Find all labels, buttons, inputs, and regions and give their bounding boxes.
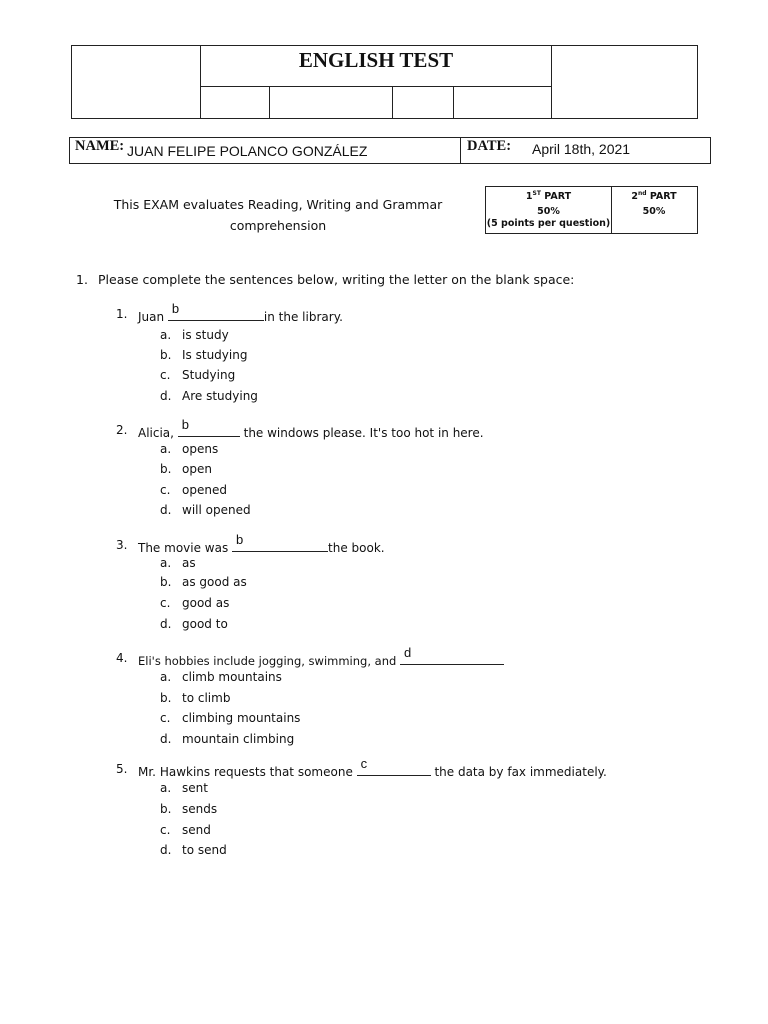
question-number: 3. bbox=[116, 538, 128, 552]
answer-blank[interactable] bbox=[168, 301, 264, 321]
part2-word: PART bbox=[646, 191, 677, 203]
option-letter: c. bbox=[160, 823, 171, 837]
question-text-before: Juan bbox=[138, 310, 168, 324]
option-letter: a. bbox=[160, 328, 172, 342]
name-label: NAME: bbox=[75, 138, 125, 154]
option-text: send bbox=[182, 823, 211, 837]
evaluation-box bbox=[485, 186, 698, 234]
date-value[interactable]: April 18th, 2021 bbox=[532, 141, 631, 157]
header-divider bbox=[453, 86, 454, 118]
option-letter: d. bbox=[160, 843, 172, 857]
answer-blank[interactable] bbox=[232, 532, 328, 552]
option-text: sends bbox=[182, 802, 218, 816]
answer-value: c bbox=[360, 756, 368, 771]
option-letter: b. bbox=[160, 802, 172, 816]
answer-value: b bbox=[171, 301, 180, 316]
question-text-after: the book. bbox=[328, 541, 385, 555]
answer-value: d bbox=[403, 645, 412, 660]
option-letter: b. bbox=[160, 575, 172, 589]
option-letter: d. bbox=[160, 503, 172, 517]
option-letter: c. bbox=[160, 368, 171, 382]
option-letter: b. bbox=[160, 348, 172, 362]
intro-line: comprehension bbox=[229, 218, 327, 233]
option-text: climb mountains bbox=[182, 670, 282, 684]
part2-percent: 50% bbox=[642, 206, 666, 218]
part1-heading bbox=[486, 188, 611, 203]
page-title: ENGLISH TEST bbox=[298, 48, 454, 72]
option-letter: a. bbox=[160, 781, 172, 795]
option-text: Studying bbox=[182, 368, 236, 382]
header-divider bbox=[269, 86, 270, 118]
option-letter: b. bbox=[160, 691, 172, 705]
section-number: 1. bbox=[76, 272, 88, 287]
option-text: sent bbox=[182, 781, 208, 795]
option-text: good as bbox=[182, 596, 230, 610]
intro-text bbox=[100, 194, 456, 236]
part2-heading bbox=[611, 188, 697, 203]
intro-line: This EXAM evaluates Reading, Writing and Grammar bbox=[113, 197, 443, 212]
option-text: mountain climbing bbox=[182, 732, 295, 746]
option-letter: d. bbox=[160, 732, 172, 746]
question-number: 1. bbox=[116, 307, 128, 321]
part1-percent: 50% bbox=[537, 206, 560, 218]
option-text: open bbox=[182, 462, 212, 476]
question-text-before: Eli's hobbies include jogging, swimming, and bbox=[138, 654, 400, 668]
question-number: 4. bbox=[116, 651, 128, 665]
option-text: to send bbox=[182, 843, 227, 857]
question-text-before: Alicia, bbox=[138, 426, 178, 440]
part2-number: 2 bbox=[631, 191, 638, 203]
question-text-after: the windows please. It's too hot in here. bbox=[239, 426, 484, 440]
question-text-after: the data by fax immediately. bbox=[430, 765, 607, 779]
option-letter: c. bbox=[160, 483, 171, 497]
part1-ordinal: ST bbox=[532, 190, 541, 197]
option-letter: a. bbox=[160, 442, 172, 456]
answer-blank[interactable] bbox=[400, 645, 504, 665]
part2-ordinal: nd bbox=[637, 190, 647, 197]
option-text: as bbox=[182, 556, 196, 570]
option-text: as good as bbox=[182, 575, 247, 589]
name-date-divider bbox=[460, 138, 461, 163]
option-text: climbing mountains bbox=[182, 711, 301, 725]
header-divider bbox=[392, 86, 393, 118]
part1-word: PART bbox=[540, 191, 572, 203]
answer-value: b bbox=[181, 417, 190, 432]
section-instruction: Please complete the sentences below, writing the letter on the blank space: bbox=[98, 272, 575, 287]
option-text: Is studying bbox=[182, 348, 248, 362]
name-value[interactable]: JUAN FELIPE POLANCO GONZÁLEZ bbox=[127, 143, 368, 159]
option-letter: a. bbox=[160, 670, 172, 684]
option-letter: d. bbox=[160, 389, 172, 403]
question-text-before: Mr. Hawkins requests that someone bbox=[138, 765, 357, 779]
question-text-before: The movie was bbox=[138, 541, 233, 555]
option-letter: b. bbox=[160, 462, 172, 476]
option-text: is study bbox=[182, 328, 229, 342]
header-divider bbox=[200, 86, 551, 87]
option-text: Are studying bbox=[182, 389, 258, 403]
option-letter: c. bbox=[160, 596, 171, 610]
question-text bbox=[138, 417, 484, 440]
option-letter: a. bbox=[160, 556, 172, 570]
header-table bbox=[71, 45, 698, 119]
part1-cell bbox=[486, 188, 611, 230]
answer-blank[interactable] bbox=[357, 756, 431, 776]
option-text: to climb bbox=[182, 691, 231, 705]
answer-blank[interactable] bbox=[178, 417, 240, 437]
option-letter: d. bbox=[160, 617, 172, 631]
answer-value: b bbox=[236, 532, 244, 547]
option-letter: c. bbox=[160, 711, 171, 725]
option-text: opens bbox=[182, 442, 219, 456]
question-text bbox=[138, 756, 607, 779]
part2-cell bbox=[611, 188, 697, 218]
option-text: will opened bbox=[182, 503, 251, 517]
question-number: 5. bbox=[116, 762, 128, 776]
header-divider bbox=[551, 46, 552, 118]
date-label: DATE: bbox=[467, 138, 512, 154]
part1-note: (5 points per question) bbox=[486, 218, 611, 230]
question-text bbox=[138, 645, 504, 668]
question-text bbox=[138, 532, 385, 555]
option-text: opened bbox=[182, 483, 227, 497]
question-text-after: in the library. bbox=[263, 310, 343, 324]
question-text bbox=[138, 301, 343, 324]
option-text: good to bbox=[182, 617, 228, 631]
part1-number: 1 bbox=[525, 191, 533, 203]
question-number: 2. bbox=[116, 423, 128, 437]
